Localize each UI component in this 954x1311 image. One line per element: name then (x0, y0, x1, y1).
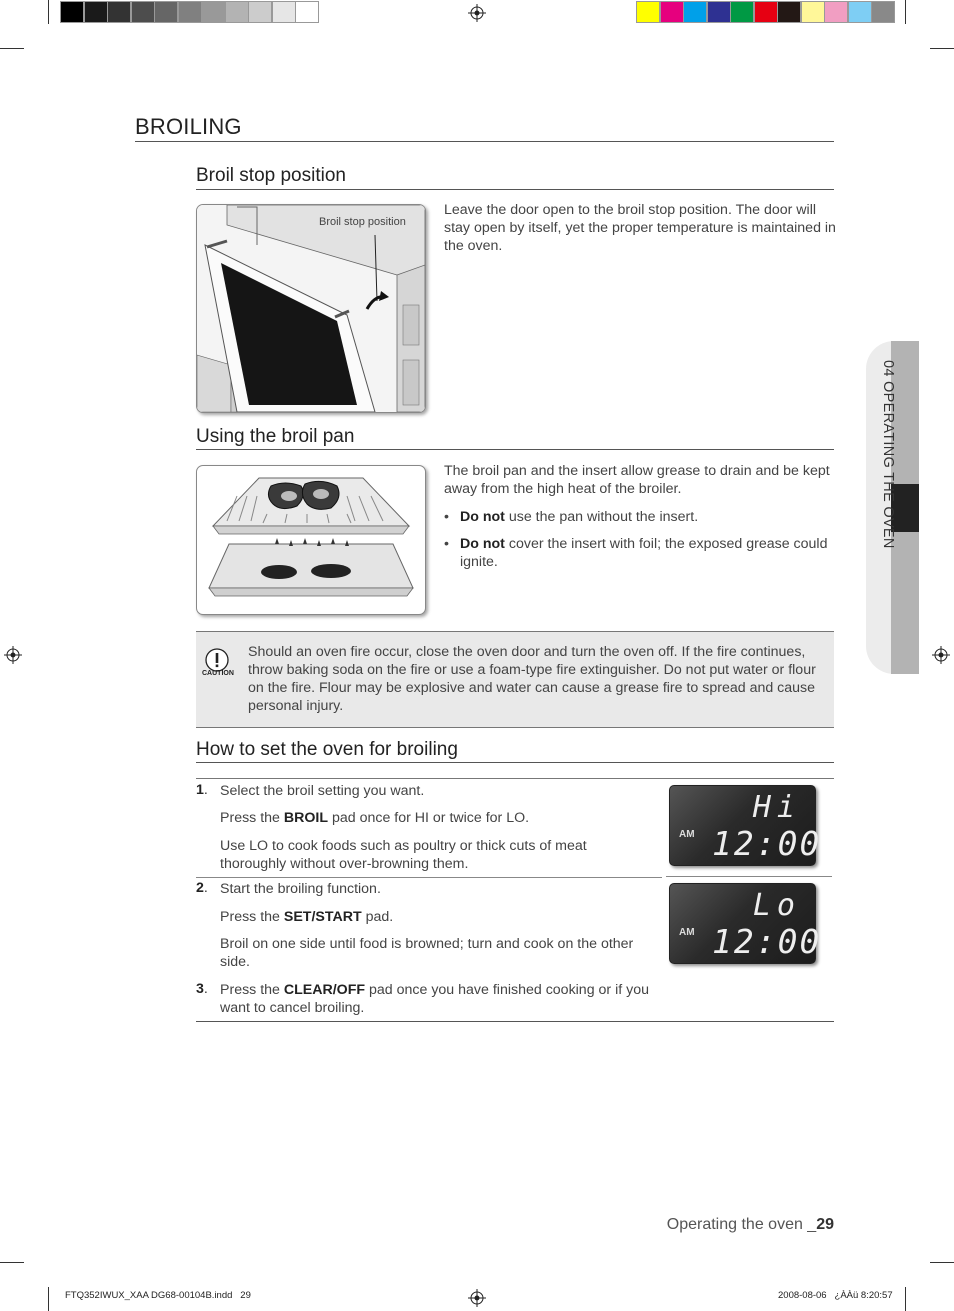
chapter-side-tab-label: 04 OPERATING THE OVEN (880, 360, 896, 549)
broil-pan-bullet (444, 508, 834, 526)
bullet-text: Do not cover the insert with foil; the exposed grease could ignite. (460, 536, 828, 570)
gray-swatch (131, 1, 155, 23)
broil-pan-heading: Using the broil pan (196, 426, 355, 447)
step-note: Broil on one side until food is browned; turn and cook on the other side. (220, 936, 634, 970)
crop-mark (0, 48, 24, 49)
footer-label: Operating the oven _ (666, 1216, 817, 1233)
step-press-instruction: Press the BROIL pad once for HI or twice for LO. (220, 810, 530, 826)
caution-icon-label: CAUTION (202, 670, 234, 677)
page-number: 29 (816, 1216, 834, 1233)
step-number: 1. (196, 782, 208, 798)
broil-stop-figure-label: Broil stop position (319, 216, 406, 228)
crop-mark (930, 1262, 954, 1263)
broil-pan-figure (196, 465, 426, 615)
gray-swatch (248, 1, 272, 23)
bullet-icon: • (444, 536, 449, 552)
step-number: 2. (196, 880, 208, 896)
section-title-rule (135, 141, 834, 142)
slug-left: FTQ352IWUX_XAA DG68-00104B.indd 29 (65, 1290, 251, 1301)
crop-mark (0, 1262, 24, 1263)
step-press-instruction: Press the SET/START pad. (220, 909, 394, 925)
display-ampm: AM (679, 829, 695, 840)
step-number: 3. (196, 981, 208, 997)
bullet-icon: • (444, 509, 449, 525)
broil-stop-text: Leave the door open to the broil stop position. The door will stay open by itself, yet the proper temperature is maintained in the oven. (444, 202, 836, 254)
color-swatch (707, 1, 731, 23)
step-divider (666, 876, 832, 877)
crop-mark (905, 0, 906, 24)
color-swatch (777, 1, 801, 23)
color-swatch (683, 1, 707, 23)
crop-mark (905, 1287, 906, 1311)
registration-mark-icon (468, 4, 486, 22)
slug-right: 2008-08-06 ¿ÀÀü 8:20:57 (778, 1290, 893, 1301)
crop-mark (48, 1287, 49, 1311)
color-swatch (660, 1, 684, 23)
color-swatch (754, 1, 778, 23)
display-ampm: AM (679, 927, 695, 938)
bullet-text: Do not use the pan without the insert. (460, 509, 699, 525)
registration-mark-icon (468, 1289, 486, 1307)
display-panel-hi (669, 785, 822, 866)
broil-stop-heading-rule (196, 189, 834, 190)
gray-swatch (295, 1, 319, 23)
how-to-heading: How to set the oven for broiling (196, 739, 458, 760)
caution-icon (205, 648, 229, 672)
caution-box (196, 631, 834, 728)
gray-swatch (84, 1, 108, 23)
gray-swatch (201, 1, 225, 23)
display-panel-lo (669, 883, 822, 964)
caution-text: Should an oven fire occur, close the oven door and turn the oven off. If the fire continues, throw baking soda on the fire or use a foam-type fire extinguisher. Do not put water or flour on the fire. Flour may be explosive and water can cause a grease fire to spread and cause personal injury. (248, 644, 816, 714)
gray-swatch (60, 1, 84, 23)
step-note: Use LO to cook foods such as poultry or thick cuts of meat thoroughly without over-browning them. (220, 838, 587, 872)
display-time: 12:00 (712, 922, 822, 961)
registration-mark-icon (4, 646, 22, 664)
gray-swatch (107, 1, 131, 23)
broil-stop-heading: Broil stop position (196, 165, 346, 186)
broil-pan-heading-rule (196, 449, 834, 450)
broil-pan-bullet (444, 535, 834, 571)
section-title: BROILING (135, 114, 242, 139)
step-divider (196, 877, 662, 878)
color-swatch (824, 1, 848, 23)
crop-mark (48, 0, 49, 24)
display-time: 12:00 (712, 824, 822, 863)
broil-pan-intro: The broil pan and the insert allow grease to drain and be kept away from the high heat of the broiler. (444, 463, 830, 497)
color-swatch (801, 1, 825, 23)
how-to-heading-rule (196, 762, 834, 763)
crop-mark (930, 48, 954, 49)
gray-swatch (225, 1, 249, 23)
steps-table-top-rule (196, 778, 834, 779)
color-swatch (871, 1, 895, 23)
steps-table-bottom-rule (196, 1021, 834, 1022)
registration-mark-icon (932, 646, 950, 664)
step-title: Start the broiling function. (220, 881, 381, 897)
oven-door-broil-stop-figure (196, 204, 426, 413)
display-mode: Lo (752, 888, 801, 923)
gray-swatch (272, 1, 296, 23)
gray-swatch (178, 1, 202, 23)
color-swatch (848, 1, 872, 23)
step-title: Select the broil setting you want. (220, 783, 425, 799)
step-press-instruction: Press the CLEAR/OFF pad once you have finished cooking or if you want to cancel broiling. (220, 982, 649, 1016)
color-swatch (636, 1, 660, 23)
page-footer (667, 1216, 834, 1234)
display-mode: Hi (752, 790, 801, 825)
gray-swatch (154, 1, 178, 23)
color-swatch (730, 1, 754, 23)
